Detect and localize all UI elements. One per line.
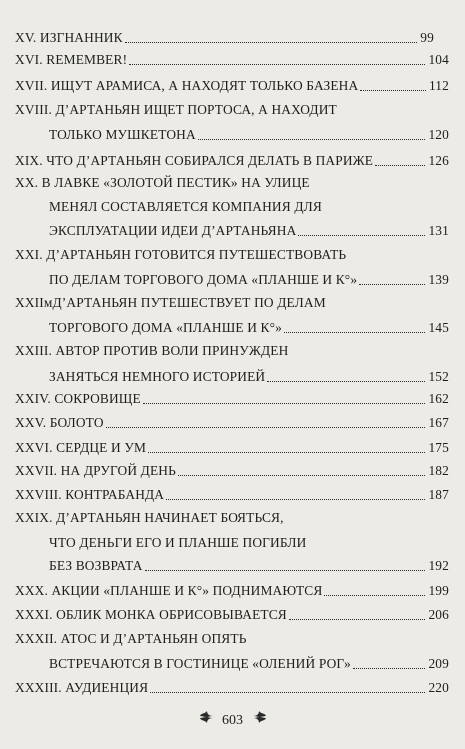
toc-entry-page: 112 (428, 78, 449, 93)
toc-entry-title: XXVIII. КОНТРАБАНДА (15, 487, 165, 502)
dot-leader (129, 63, 425, 65)
toc-entry-xxxi (15, 604, 449, 626)
toc-entry-xix (15, 150, 449, 172)
dot-leader (324, 594, 425, 596)
toc-entry-page: 99 (420, 30, 434, 45)
toc-entry-xxviii (15, 484, 449, 506)
flourish-ornament-icon (251, 710, 267, 729)
toc-entry-xx-line2 (49, 196, 322, 218)
toc-entry-xxix-line1 (15, 507, 284, 529)
toc-entry-xxi-line1 (15, 244, 346, 266)
dot-leader (284, 331, 425, 333)
toc-entry-xxii-line1 (15, 292, 326, 314)
toc-entry-page: 175 (428, 440, 449, 455)
toc-entry-title: ВСТРЕЧАЮТСЯ В ГОСТИНИЦЕ «ОЛЕНИЙ РОГ» (49, 656, 351, 671)
toc-entry-title: XVII. ИЩУТ АРАМИСА, А НАХОДЯТ ТОЛЬКО БАЗЕНА (15, 78, 359, 93)
dot-leader (125, 41, 418, 43)
toc-entry-page: 139 (428, 272, 449, 287)
toc-entry-title: XX. В ЛАВКЕ «ЗОЛОТОЙ ПЕСТИК» НА УЛИЦЕ (15, 175, 310, 190)
toc-entry-xx-line1 (15, 172, 310, 194)
dot-leader (166, 498, 425, 500)
dot-leader (150, 691, 425, 693)
toc-entry-title: XXIIмД’АРТАНЬЯН ПУТЕШЕСТВУЕТ ПО ДЕЛАМ (15, 295, 326, 310)
dot-leader (360, 89, 426, 91)
toc-entry-xxxiii (15, 677, 449, 699)
toc-entry-page: 192 (428, 558, 449, 573)
toc-entry-xxiv (15, 388, 449, 410)
dot-leader (198, 138, 426, 140)
toc-entry-title: XXIV. СОКРОВИЩЕ (15, 391, 141, 406)
toc-entry-title: XXXII. АТОС И Д’АРТАНЬЯН ОПЯТЬ (15, 631, 247, 646)
toc-entry-page: 104 (428, 52, 449, 67)
toc-entry-title: XXV. БОЛОТО (15, 415, 104, 430)
toc-entry-page: 120 (428, 127, 449, 142)
flourish-ornament-icon (199, 710, 215, 729)
toc-entry-title: XVIII. Д’АРТАНЬЯН ИЩЕТ ПОРТОСА, А НАХОДИТ (15, 102, 337, 117)
toc-entry-xxxii-line1 (15, 628, 247, 650)
toc-entry-title: XIX. ЧТО Д’АРТАНЬЯН СОБИРАЛСЯ ДЕЛАТЬ В ПАРИЖЕ (15, 153, 374, 168)
toc-entry-title: БЕЗ ВОЗВРАТА (49, 558, 143, 573)
toc-entry-xxxii-line2 (49, 653, 449, 675)
dot-leader (267, 380, 425, 382)
toc-entry-page: 126 (428, 153, 449, 168)
toc-entry-xxix-line2 (49, 532, 306, 554)
toc-entry-xx-line3 (49, 220, 449, 242)
dot-leader (353, 667, 426, 669)
page-number: 603 (222, 713, 243, 728)
toc-entry-page: 182 (428, 463, 449, 478)
toc-entry-title: XXXI. ОБЛИК МОНКА ОБРИСОВЫВАЕТСЯ (15, 607, 287, 622)
dot-leader (359, 283, 425, 285)
dot-leader (178, 474, 425, 476)
toc-entry-title: ТОЛЬКО МУШКЕТОНА (49, 127, 196, 142)
toc-entry-page: 209 (428, 656, 449, 671)
toc-entry-xvi (15, 49, 449, 71)
toc-entry-title: XXI. Д’АРТАНЬЯН ГОТОВИТСЯ ПУТЕШЕСТВОВАТЬ (15, 247, 347, 262)
toc-entry-title: XXVII. НА ДРУГОЙ ДЕНЬ (15, 463, 176, 478)
toc-entry-xv (15, 27, 434, 49)
toc-entry-xxiii-line2 (49, 366, 449, 388)
toc-entry-xxvi (15, 437, 449, 459)
toc-entry-title: МЕНЯЛ СОСТАВЛЯЕТСЯ КОМПАНИЯ ДЛЯ (49, 199, 322, 214)
toc-entry-title: ПО ДЕЛАМ ТОРГОВОГО ДОМА «ПЛАНШЕ И К°» (49, 272, 358, 287)
toc-entry-page: 220 (428, 680, 449, 695)
toc-entry-page: 199 (428, 583, 449, 598)
toc-entry-title: XVI. REMEMBER! (15, 52, 128, 67)
dot-leader (148, 451, 425, 453)
toc-entry-page: 145 (428, 320, 449, 335)
toc-entry-title: ЗАНЯТЬСЯ НЕМНОГО ИСТОРИЕЙ (49, 369, 266, 384)
toc-entry-title: ЧТО ДЕНЬГИ ЕГО И ПЛАНШЕ ПОГИБЛИ (49, 535, 307, 550)
toc-entry-title: XXX. АКЦИИ «ПЛАНШЕ И К°» ПОДНИМАЮТСЯ (15, 583, 323, 598)
toc-entry-title: XV. ИЗГНАННИК (15, 30, 123, 45)
toc-entry-page: 162 (428, 391, 449, 406)
toc-entry-xvii (15, 75, 449, 97)
toc-entry-xviii-line2 (49, 124, 449, 146)
toc-entry-title: XXIII. АВТОР ПРОТИВ ВОЛИ ПРИНУЖДЕН (15, 343, 289, 358)
page-footer (0, 710, 465, 729)
toc-entry-page: 167 (428, 415, 449, 430)
toc-entry-page: 187 (428, 487, 449, 502)
toc-entry-xviii-line1 (15, 99, 337, 121)
toc-entry-title: XXIX. Д’АРТАНЬЯН НАЧИНАЕТ БОЯТЬСЯ, (15, 510, 284, 525)
toc-entry-page: 206 (428, 607, 449, 622)
dot-leader (289, 618, 426, 620)
toc-entry-xxiii-line1 (15, 340, 288, 362)
toc-entry-title: ТОРГОВОГО ДОМА «ПЛАНШЕ И К°» (49, 320, 282, 335)
toc-entry-title: XXXIII. АУДИЕНЦИЯ (15, 680, 149, 695)
toc-entry-title: XXVI. СЕРДЦЕ И УМ (15, 440, 147, 455)
toc-entry-xxix-line3 (49, 555, 449, 577)
toc-entry-page: 131 (428, 223, 449, 238)
dot-leader (143, 402, 426, 404)
toc-entry-xxx (15, 580, 449, 602)
toc-entry-xxi-line2 (49, 269, 449, 291)
dot-leader (145, 569, 426, 571)
toc-entry-xxv (15, 412, 449, 434)
dot-leader (298, 234, 425, 236)
dot-leader (375, 164, 425, 166)
toc-entry-title: ЭКСПЛУАТАЦИИ ИДЕИ Д’АРТАНЬЯНА (49, 223, 297, 238)
dot-leader (106, 426, 426, 428)
toc-entry-page: 152 (428, 369, 449, 384)
toc-entry-xxvii (15, 460, 449, 482)
toc-entry-xxii-line2 (49, 317, 449, 339)
